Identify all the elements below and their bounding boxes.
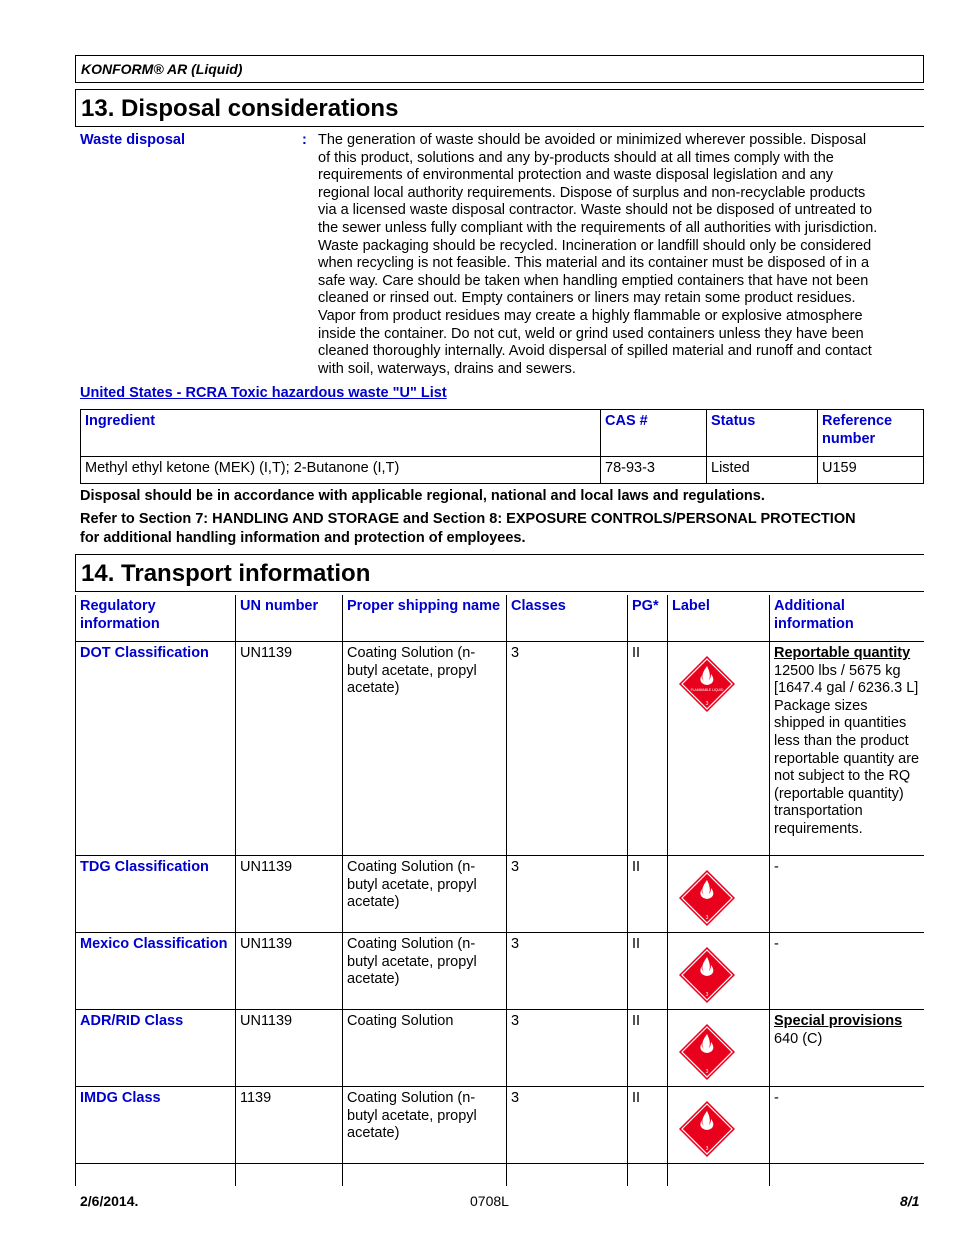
rcra-header-status: Status <box>707 410 818 457</box>
shipping-name: Coating Solution <box>343 1010 507 1087</box>
waste-line: Vapor from product residues may create a highly flammable or explosive atmosphere <box>318 307 863 324</box>
flammable-liquid-placard-icon <box>678 869 736 927</box>
reportable-quantity-text: 12500 lbs / 5675 kg [1647.4 gal / 6236.3 L] Package sizes shipped in quantities less than the product reportable quantity are not subject to the RQ (reportable quantity) transportation requirements. <box>774 662 920 837</box>
waste-line: when recycling is not feasible. This material and its container must be disposed of in a <box>318 255 870 272</box>
waste-line: the sewer unless fully compliant with the requirements of all authorities with jurisdiction. <box>318 219 878 236</box>
waste-disposal-label: Waste disposal <box>80 132 186 148</box>
additional-info: - <box>770 1087 925 1164</box>
refer-note-line2: for additional handling information and protection of employees. <box>80 530 526 546</box>
additional-info: - <box>770 856 925 933</box>
rcra-status: Listed <box>707 457 818 484</box>
rcra-list-title: United States - RCRA Toxic hazardous waste "U" List <box>80 385 447 401</box>
transport-table <box>75 595 924 1186</box>
pg-value: II <box>628 1010 668 1087</box>
reg-mexico: Mexico Classification <box>76 933 236 1010</box>
header-regulatory: Regulatory information <box>76 595 236 642</box>
header-label: Label <box>668 595 770 642</box>
flammable-liquid-placard-icon <box>678 1023 736 1081</box>
header-additional: Additional information <box>770 595 925 642</box>
section-13-title-box <box>75 89 924 127</box>
reg-adr-rid: ADR/RID Class <box>76 1010 236 1087</box>
shipping-name: Coating Solution (n-butyl acetate, propyl acetate) <box>343 933 507 1010</box>
un-number: UN1139 <box>236 933 343 1010</box>
waste-line: The generation of waste should be avoided or minimized wherever possible. Disposal <box>318 132 867 148</box>
table-row <box>81 457 924 484</box>
footer-code: 0708L <box>470 1193 509 1209</box>
transport-header-row <box>76 595 925 642</box>
empty-cell <box>343 1164 507 1187</box>
waste-line: Waste packaging should be recycled. Incineration or landfill should only be considered <box>318 237 872 254</box>
rcra-header-row <box>81 410 924 457</box>
pg-value: II <box>628 856 668 933</box>
document-header <box>75 55 924 83</box>
label-cell <box>668 856 770 933</box>
section-14-title: 14. Transport information <box>81 560 371 587</box>
waste-line: cleaned thoroughly internally. Avoid dispersal of spilled material and runoff and contact <box>318 343 872 360</box>
rcra-header-cas: CAS # <box>601 410 707 457</box>
placard-class: 3 <box>705 915 709 921</box>
table-row <box>76 856 925 933</box>
pg-value: II <box>628 1087 668 1164</box>
disposal-note: Disposal should be in accordance with applicable regional, national and local laws and regulations. <box>80 488 765 504</box>
header-shipping-name: Proper shipping name <box>343 595 507 642</box>
section-13-title: 13. Disposal considerations <box>81 95 399 122</box>
additional-info: - <box>770 933 925 1010</box>
waste-line: regional local authority requirements. Dispose of surplus and non-recyclable products <box>318 184 866 201</box>
table-row-continued <box>76 1164 925 1187</box>
class-value: 3 <box>507 642 628 856</box>
waste-line: inside the container. Do not cut, weld or grind used containers unless they have been <box>318 325 864 342</box>
empty-cell <box>628 1164 668 1187</box>
un-number: UN1139 <box>236 1010 343 1087</box>
footer-date: 2/6/2014. <box>80 1193 139 1209</box>
waste-line: safe way. Care should be taken when handling emptied containers that have not been <box>318 272 869 289</box>
placard-class: 3 <box>705 701 709 707</box>
flammable-liquid-placard-icon <box>678 1100 736 1158</box>
placard-class: 3 <box>705 992 709 998</box>
table-row <box>76 933 925 1010</box>
footer-page: 8/1 <box>900 1193 920 1209</box>
placard-text: FLAMMABLE LIQUID <box>690 688 724 692</box>
rcra-cas: 78-93-3 <box>601 457 707 484</box>
header-classes: Classes <box>507 595 628 642</box>
header-un-number: UN number <box>236 595 343 642</box>
empty-cell <box>770 1164 925 1187</box>
rcra-ingredient: Methyl ethyl ketone (MEK) (I,T); 2-Butanone (I,T) <box>81 457 601 484</box>
rcra-reference: U159 <box>818 457 924 484</box>
un-number: UN1139 <box>236 856 343 933</box>
rcra-header-ingredient: Ingredient <box>81 410 601 457</box>
shipping-name: Coating Solution (n-butyl acetate, propyl acetate) <box>343 1087 507 1164</box>
reportable-quantity-title: Reportable quantity <box>774 645 911 661</box>
class-value: 3 <box>507 933 628 1010</box>
waste-line: cleaned or rinsed out. Empty containers or liners may retain some product residues. <box>318 290 856 307</box>
flammable-liquid-placard-icon <box>678 655 736 713</box>
class-value: 3 <box>507 856 628 933</box>
placard-class: 3 <box>705 1146 709 1152</box>
shipping-name: Coating Solution (n-butyl acetate, propyl acetate) <box>343 856 507 933</box>
waste-line: with soil, waterways, drains and sewers. <box>318 360 576 377</box>
header-pg: PG* <box>628 595 668 642</box>
placard-class: 3 <box>705 1069 709 1075</box>
empty-cell <box>236 1164 343 1187</box>
additional-info <box>770 1010 925 1087</box>
special-provisions-text: 640 (C) <box>774 1030 823 1047</box>
waste-line: requirements of environmental protection and waste disposal legislation and any <box>318 167 834 184</box>
table-row <box>76 642 925 856</box>
section-14-title-box <box>75 554 924 592</box>
waste-line: via a licensed waste disposal contractor. Waste should not be disposed of untreated to <box>318 202 873 219</box>
rcra-header-reference: Reference number <box>818 410 924 457</box>
additional-info <box>770 642 925 856</box>
pg-value: II <box>628 642 668 856</box>
class-value: 3 <box>507 1087 628 1164</box>
label-cell <box>668 1087 770 1164</box>
pg-value: II <box>628 933 668 1010</box>
reg-tdg: TDG Classification <box>76 856 236 933</box>
label-cell <box>668 642 770 856</box>
reg-dot: DOT Classification <box>76 642 236 856</box>
rcra-table <box>80 409 924 484</box>
waste-disposal-text <box>318 132 924 378</box>
refer-note-line1: Refer to Section 7: HANDLING AND STORAGE and Section 8: EXPOSURE CONTROLS/PERSONAL PROTECTION <box>80 511 856 527</box>
label-cell <box>668 1010 770 1087</box>
class-value: 3 <box>507 1010 628 1087</box>
table-row <box>76 1010 925 1087</box>
un-number: 1139 <box>236 1087 343 1164</box>
un-number: UN1139 <box>236 642 343 856</box>
reg-imdg: IMDG Class <box>76 1087 236 1164</box>
empty-cell <box>76 1164 236 1187</box>
product-name: KONFORM® AR (Liquid) <box>81 61 243 77</box>
empty-cell <box>507 1164 628 1187</box>
flammable-liquid-placard-icon <box>678 946 736 1004</box>
empty-cell <box>668 1164 770 1187</box>
waste-line: of this product, solutions and any by-products should at all times comply with the <box>318 149 834 166</box>
label-cell <box>668 933 770 1010</box>
special-provisions-title: Special provisions <box>774 1013 903 1029</box>
waste-disposal-colon: : <box>302 132 307 148</box>
shipping-name: Coating Solution (n-butyl acetate, propyl acetate) <box>343 642 507 856</box>
table-row <box>76 1087 925 1164</box>
